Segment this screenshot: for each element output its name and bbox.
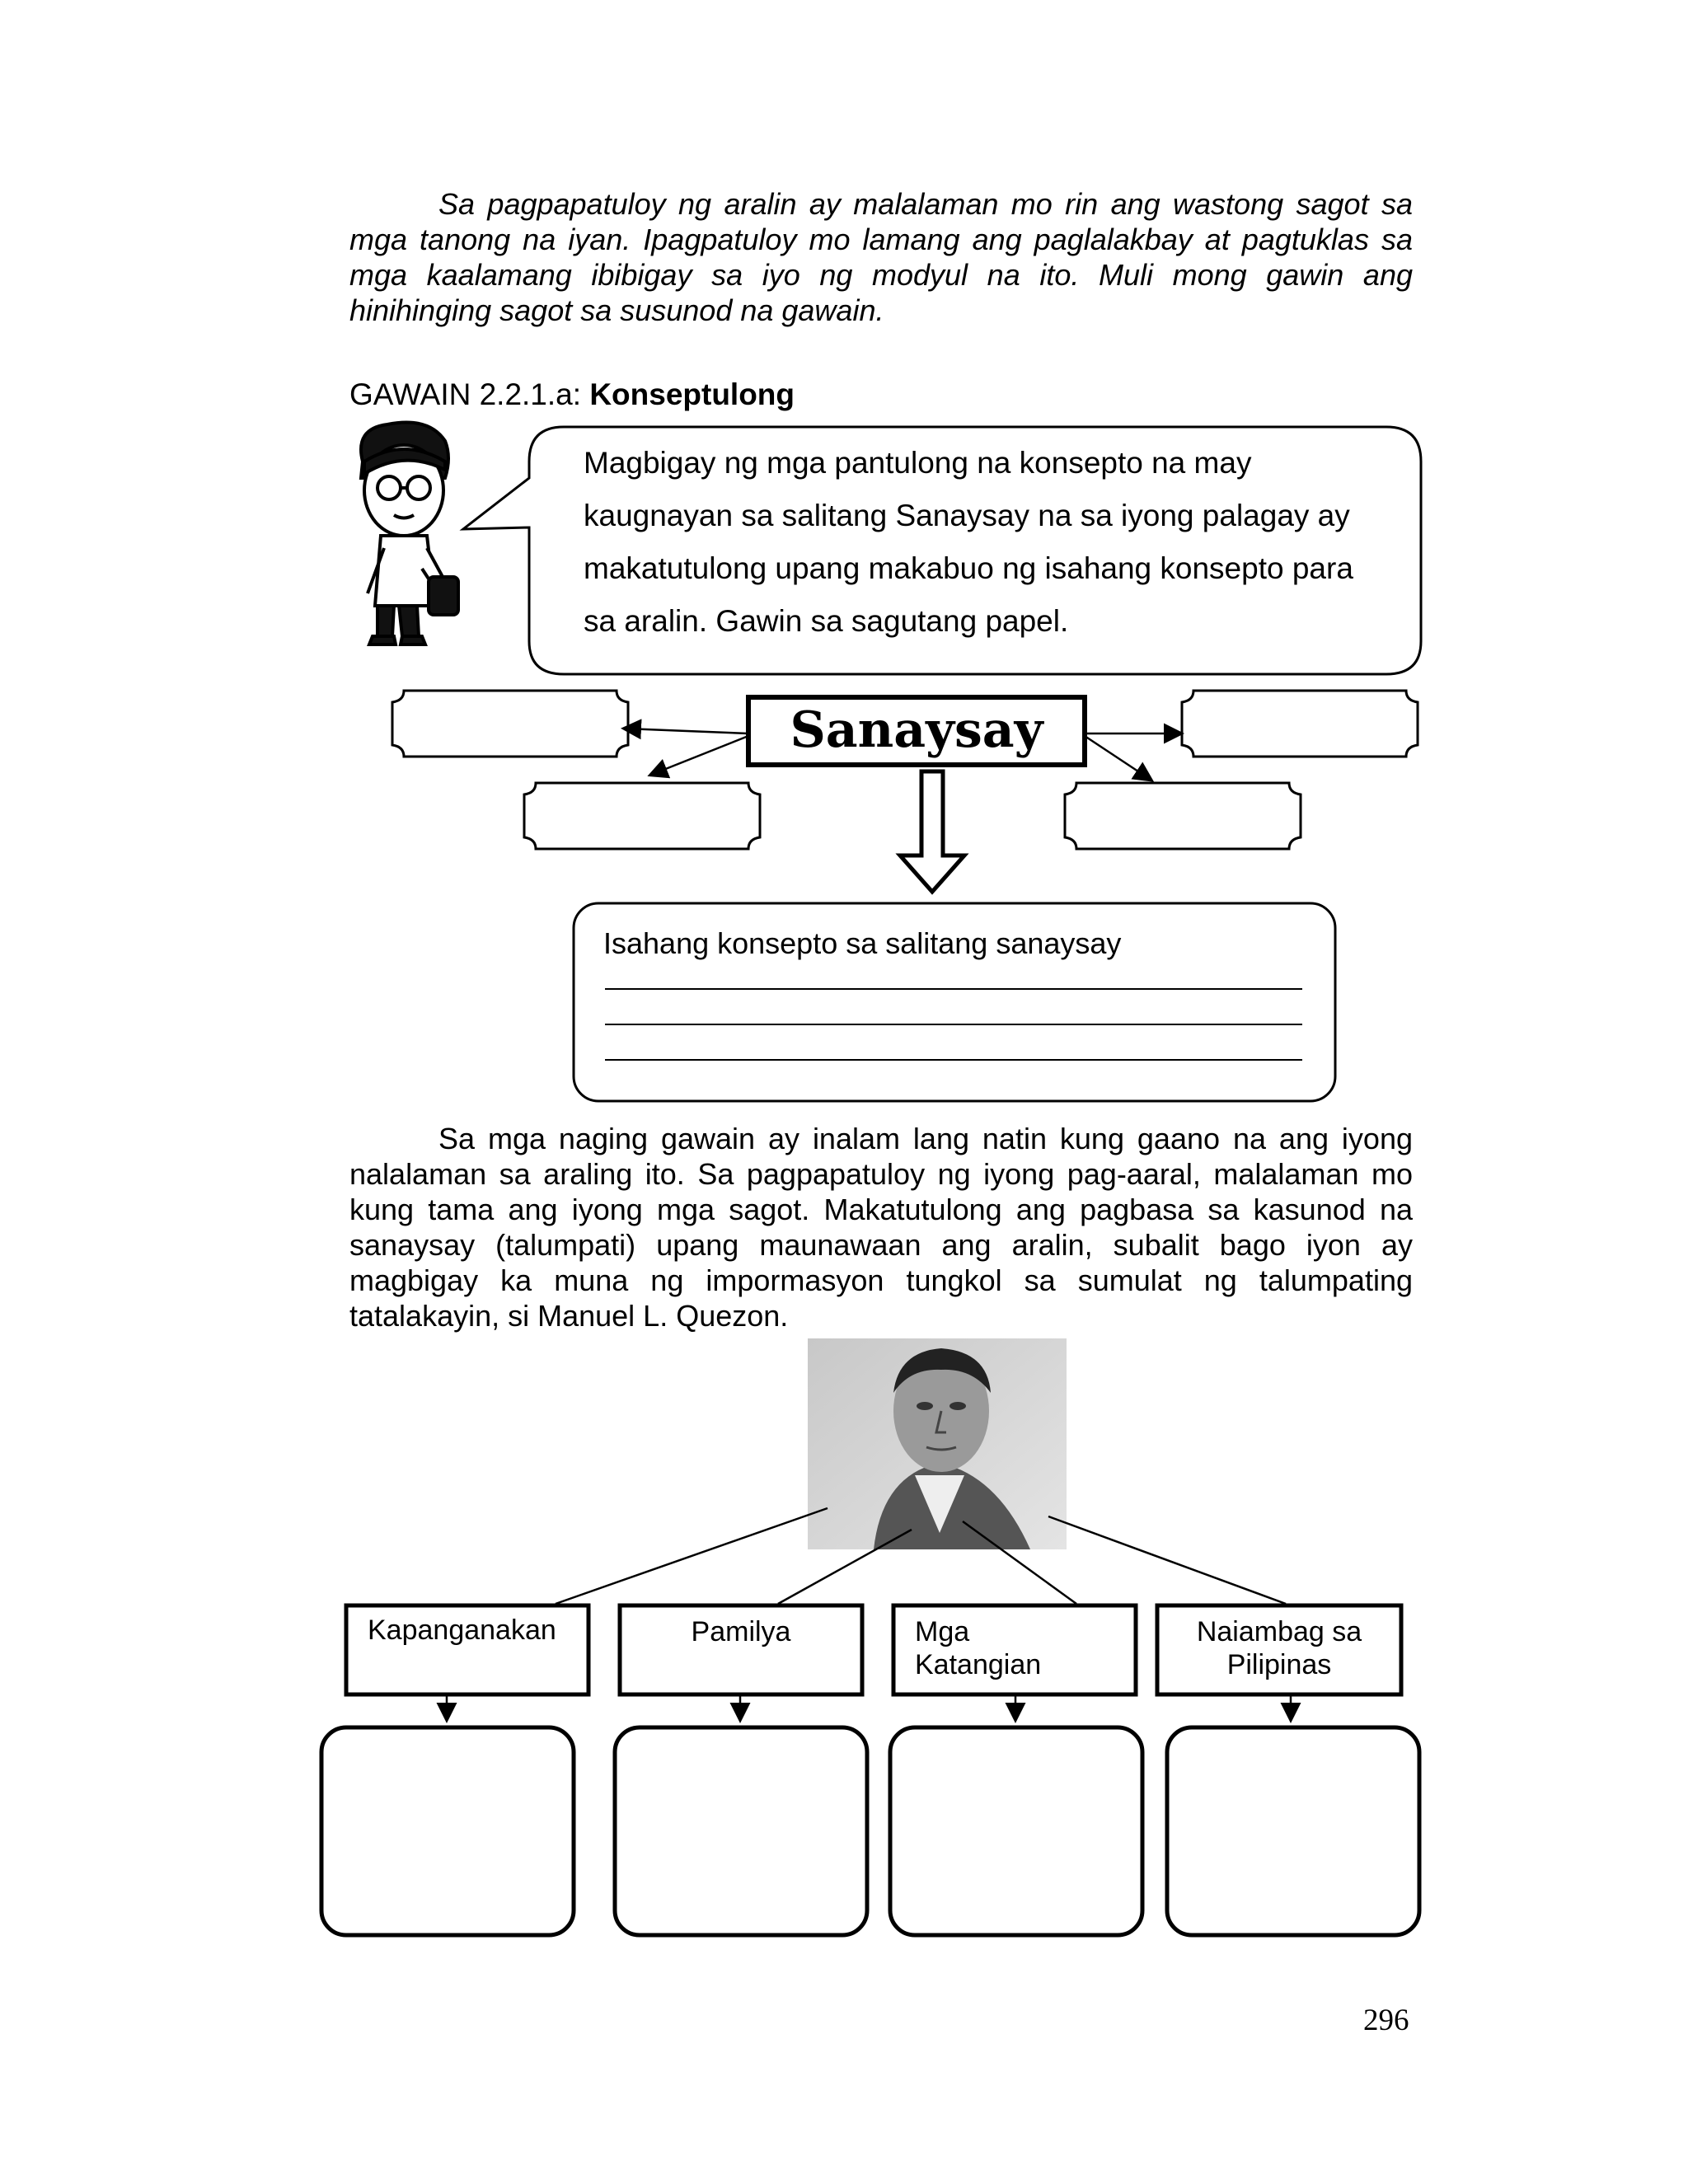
bubble-line: sa aralin. Gawin sa sagutang papel. [584, 604, 1069, 638]
category-label [368, 1614, 556, 1647]
category-label [1157, 1615, 1401, 1690]
answer-box[interactable] [1167, 1727, 1419, 1935]
concept-box-title: Isahang konsepto sa salitang sanaysay [603, 926, 1122, 960]
connector-line [556, 1508, 828, 1604]
page-number: 296 [1363, 2004, 1409, 2037]
category-label-line: Katangian [915, 1649, 1042, 1680]
concept-blank-box[interactable] [1065, 783, 1301, 849]
center-word: Sanaysay [790, 701, 1043, 759]
concept-blank-box[interactable] [524, 783, 760, 849]
bubble-line: Magbigay ng mga pantulong na konsepto na may [584, 446, 1252, 480]
category-label [915, 1615, 1041, 1690]
category-label-line: Pamilya [691, 1616, 791, 1647]
body-paragraph-text: Sa mga naging gawain ay inalam lang natin kung gaano na ang iyong nalalaman sa araling ito. Sa pagpapatuloy ng iyong pag-aaral, malalaman mo kung tama ang iyong mga sagot. Makatutulong ang pagbasa sa kasunod na sanaysay (talumpati) upang maunawaan ang aralin, subalit bago iyon ay magbigay ka muna ng impormasyon tungkol sa sumulat ng talumpating tatalakayin, si Manuel L. Quezon. [349, 1122, 1413, 1333]
category-label-line: Naiambag sa [1196, 1616, 1362, 1647]
concept-blank-box[interactable] [1182, 691, 1418, 757]
category-label [620, 1615, 862, 1648]
activity-label: GAWAIN 2.2.1.a: [349, 377, 590, 411]
activity-title: Konseptulong [589, 377, 795, 411]
concept-blank-box[interactable] [392, 691, 628, 757]
connector-line [1048, 1516, 1286, 1604]
answer-box[interactable] [321, 1727, 574, 1935]
intro-paragraph-text: Sa pagpapatuloy ng aralin ay malalaman mo rin ang wastong sagot sa mga tanong na iyan. Ipagpatuloy mo lamang ang paglalakbay at pagtuklas sa mga kaalamang ibibigay sa iyo ng modyul na ito. Muli mong gawin ang hinihinging sagot sa susunod na gawain. [349, 187, 1413, 327]
category-label-line: Mga [915, 1616, 970, 1647]
arrow-line [1085, 736, 1151, 780]
category-label-line: Kapanganakan [368, 1615, 556, 1646]
bubble-line: makatutulong upang makabuo ng isahang konsepto para [584, 551, 1353, 585]
arrow-line [625, 729, 748, 733]
category-label-line: Pilipinas [1226, 1649, 1332, 1680]
bubble-line: kaugnayan sa salitang Sanaysay na sa iyong palagay ay [584, 499, 1350, 532]
answer-box[interactable] [615, 1727, 867, 1935]
quezon-portrait [808, 1338, 1067, 1549]
answer-box[interactable] [890, 1727, 1142, 1935]
arrow-line [651, 736, 748, 775]
body-paragraph [349, 1121, 1413, 1333]
down-arrow [900, 771, 964, 892]
cartoon-boy-illustration [361, 423, 458, 645]
